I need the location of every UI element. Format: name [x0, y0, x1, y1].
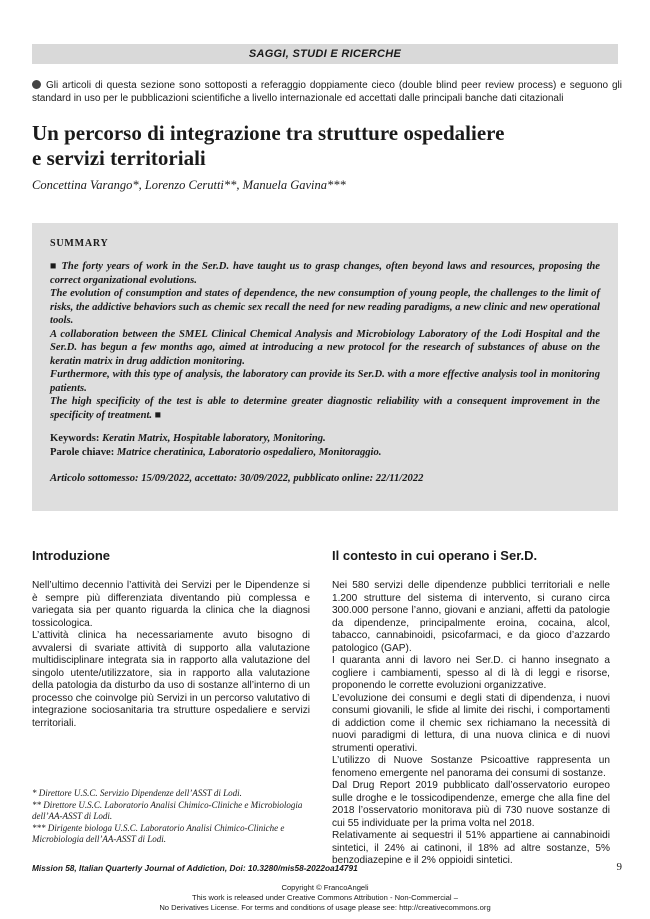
- intro-paragraph: Nell’ultimo decennio l’attività dei Servizi per le Dipendenze si è sempre più differenziata diventando più complessa e variegata sia per quanto riguarda la clinica che la diagnosi tossicologica.: [32, 580, 310, 629]
- context-paragraph: Dal Drug Report 2019 pubblicato dall’osservatorio europeo sulle droghe e le tossicodipendenze, emerge che alla fine del 2018 l’osservatorio monitorava più di 730 nuove sostanze di cui 55 individuate per la prima volta nel 2018.: [332, 780, 610, 829]
- context-paragraph: I quaranta anni di lavoro nei Ser.D. ci hanno insegnato a cogliere i cambiamenti, spesso al di là di leggi e risorse, proponendo le corrette evoluzioni organizzative.: [332, 655, 610, 691]
- footnote: *** Dirigente biologa U.S.C. Laboratorio Analisi Chimico-Cliniche e Microbiologia dell’AA-ASST di Lodi.: [32, 822, 285, 844]
- license-line: This work is released under Creative Commons Attribution - Non-Commercial –: [192, 893, 458, 902]
- right-column: [332, 548, 610, 868]
- summary-box: [32, 223, 618, 511]
- left-column: [32, 548, 310, 730]
- context-paragraph: L’utilizzo di Nuove Sostanze Psicoattive rappresenta un fenomeno emergente nel panorama dei consumi di sostanze.: [332, 755, 610, 779]
- keywords-block: [50, 432, 600, 459]
- context-paragraph: Relativamente ai sequestri il 51% appartiene ai cannabinoidi sintetici, il 24% ai catinoni, il 18% ad altre sostanze, 5% benzodiazepine e il 2% oppioidi sintetici.: [332, 830, 610, 866]
- journal-citation: Mission 58, Italian Quarterly Journal of Addiction, Doi: 10.3280/mis58-2022oa14791: [32, 863, 358, 873]
- footnote: * Direttore U.S.C. Servizio Dipendenze dell’ASST di Lodi.: [32, 788, 242, 798]
- license-notice: [0, 883, 650, 913]
- abstract-paragraph: A collaboration between the SMEL Clinical Chemical Analysis and Microbiology Laboratory of the Lodi Hospital and the Ser.D. has begun a few months ago, aimed at introducing a new protocol for the research of substances of abuse on the keratin matrix in drug addiction monitoring.: [50, 328, 600, 367]
- title-line-1: Un percorso di integrazione tra strutture ospedaliere: [32, 121, 505, 145]
- title-line-2: e servizi territoriali: [32, 146, 206, 170]
- authors: Concettina Varango*, Lorenzo Cerutti**, Manuela Gavina***: [32, 178, 346, 192]
- keywords: Keratin Matrix, Hospitable laboratory, Monitoring.: [102, 433, 326, 444]
- abstract-paragraph: ■ The forty years of work in the Ser.D. have taught us to grasp changes, often beyond laws and resources, proposing the correct organizational evolutions.: [50, 261, 600, 286]
- keywords-line: [50, 432, 600, 446]
- notice-text: Gli articoli di questa sezione sono sottoposti a referaggio doppiamente cieco (double blind peer review process) e seguono gli standard in uso per le pubblicazioni scientifiche a livello internazionale ed accettati dalle principali banche dati citazionali: [32, 80, 622, 104]
- summary-heading: SUMMARY: [50, 238, 109, 249]
- intro-heading: Introduzione: [32, 548, 110, 563]
- parole-chiave-line: [50, 446, 600, 460]
- section-header: SAGGI, STUDI E RICERCHE: [32, 44, 618, 64]
- footnote: ** Direttore U.S.C. Laboratorio Analisi Chimico-Cliniche e Microbiologia dell’AA-ASST di Lodi.: [32, 799, 303, 821]
- page-number: 9: [616, 861, 622, 873]
- copyright-line: Copyright © FrancoAngeli: [281, 883, 369, 892]
- peer-review-icon: [32, 80, 41, 89]
- submission-dates: Articolo sottomesso: 15/09/2022, accettato: 30/09/2022, pubblicato online: 22/11/2022: [50, 473, 424, 484]
- abstract-paragraph: Furthermore, with this type of analysis, the laboratory can provide its Ser.D. with a more effective analysis tool in monitoring patients.: [50, 369, 600, 394]
- intro-paragraph: L’attività clinica ha necessariamente avuto bisogno di avvalersi di svariate attività di supporto alla valutazione multidisciplinare integrata sia in rapporto alla valutazione del singolo utente/utilizzatore, sia in rapporto alla valutazione della patologia da disturbo da uso di sostanze all’interno di un processo che coinvolge più Servizi in un percorso valutativo di integrazione sociosanitaria tra strutture ospedaliere e servizi territoriali.: [32, 630, 310, 729]
- keywords-label: Keywords:: [50, 433, 100, 444]
- article-title: [32, 121, 622, 171]
- context-paragraph: Nei 580 servizi delle dipendenze pubblici territoriali e nelle 1.200 strutture del sistema di intervento, si curano circa 300.000 persone l’anno, giovani e anziani, affetti da patologie da dipendenze, principalmente eroina, cocaina, alcol, tabacco, cannabinoidi, psicofarmaci, e da gioco d’azzardo patologico (GAP).: [332, 580, 610, 654]
- peer-review-notice: [32, 80, 622, 105]
- parole-chiave-label: Parole chiave:: [50, 446, 115, 458]
- context-heading: Il contesto in cui operano i Ser.D.: [332, 548, 538, 563]
- parole-chiave: Matrice cheratinica, Laboratorio ospedaliero, Monitoraggio.: [116, 446, 382, 458]
- abstract: [50, 260, 600, 422]
- abstract-paragraph: The high specificity of the test is able to determine greater diagnostic reliability with a consequent improvement in the specificity of treatment. ■: [50, 396, 600, 421]
- license-url-line: No Derivatives License. For terms and conditions of usage please see: http://creativecommons.org: [159, 903, 491, 912]
- abstract-paragraph: The evolution of consumption and states of dependence, the new consumption of young people, the challenges to the limit of risks, the addictive behaviors such as chemic sex recall the need for new reading paradigms, a new clinic and new operational tools.: [50, 288, 600, 326]
- context-paragraph: L’evoluzione dei consumi e degli stati di dipendenza, i nuovi consumi giovanili, le sfide al limite dei rischi, i comportamenti di addiction come il chemic sex richiamano la necessità di nuovi paradigmi di lettura, di una nuova clinica e di nuovi strumenti operativi.: [332, 692, 610, 754]
- footnotes: [32, 788, 310, 846]
